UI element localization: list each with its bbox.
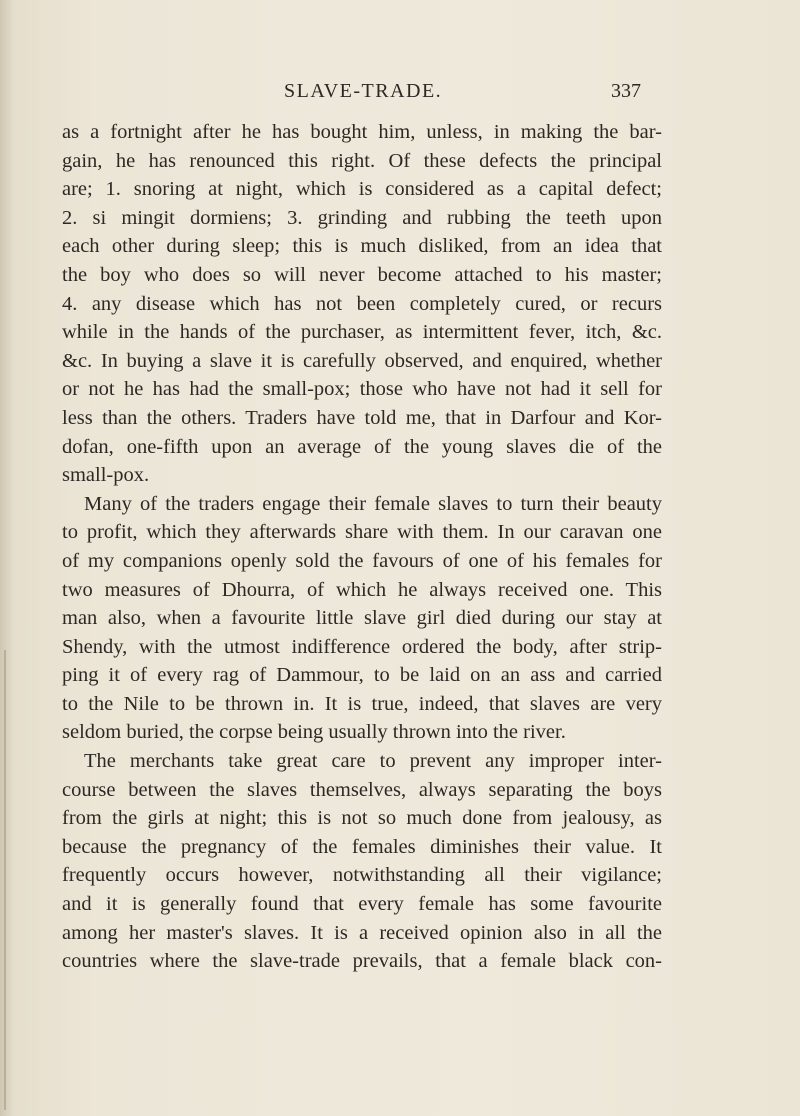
text-line: to the Nile to be thrown in. It is true, indeed, that slaves are very: [62, 692, 662, 715]
text-line: Shendy, with the utmost indifference ordered the body, after strip-: [62, 635, 662, 658]
paragraph-first-line: The merchants take great care to prevent any improper inter-: [84, 750, 662, 773]
text-line: man also, when a favourite little slave girl died during our stay at: [62, 607, 662, 630]
text-line: among her master's slaves. It is a received opinion also in all the: [62, 921, 662, 944]
page-edge-mark: [4, 650, 6, 1110]
page-number: 337: [611, 80, 641, 102]
text-line: of my companions openly sold the favours of one of his females for: [62, 549, 662, 572]
text-line: as a fortnight after he has bought him, unless, in making the bar-: [62, 121, 662, 143]
text-line: gain, he has renounced this right. Of these defects the principal: [62, 149, 662, 172]
text-line: while in the hands of the purchaser, as intermittent fever, itch, &c.: [62, 321, 662, 344]
text-line: course between the slaves themselves, always separating the boys: [62, 778, 662, 801]
text-line: because the pregnancy of the females diminishes their value. It: [62, 835, 662, 858]
body-text: [62, 118, 662, 976]
text-line: each other during sleep; this is much disliked, from an idea that: [62, 235, 662, 258]
text-line: are; 1. snoring at night, which is considered as a capital defect;: [62, 178, 662, 201]
text-line: dofan, one-fifth upon an average of the young slaves die of the: [62, 435, 662, 458]
text-line: the boy who does so will never become attached to his master;: [62, 263, 662, 286]
text-line: &c. In buying a slave it is carefully observed, and enquired, whether: [62, 349, 662, 372]
text-line: ping it of every rag of Dammour, to be laid on an ass and carried: [62, 664, 662, 687]
text-line: less than the others. Traders have told me, that in Darfour and Kor-: [62, 406, 662, 429]
page-gutter-shadow: [0, 0, 14, 1116]
running-head: SLAVE-TRADE.: [284, 80, 443, 102]
text-line: and it is generally found that every female has some favourite: [62, 893, 662, 916]
text-line: frequently occurs however, notwithstanding all their vigilance;: [62, 864, 662, 887]
text-line: small-pox.: [62, 464, 150, 487]
text-line: or not he has had the small-pox; those who have not had it sell for: [62, 378, 662, 401]
text-line: two measures of Dhourra, of which he always received one. This: [62, 578, 662, 601]
page-header: [0, 80, 800, 110]
paragraph-first-line: Many of the traders engage their female slaves to turn their beauty: [84, 492, 662, 515]
text-line: to profit, which they afterwards share with them. In our caravan one: [62, 521, 662, 544]
text-line: 2. si mingit dormiens; 3. grinding and rubbing the teeth upon: [62, 206, 662, 229]
text-line: from the girls at night; this is not so much done from jealousy, as: [62, 807, 662, 830]
text-line: countries where the slave-trade prevails, that a female black con-: [62, 950, 662, 973]
text-line: 4. any disease which has not been completely cured, or recurs: [62, 292, 662, 315]
text-line: seldom buried, the corpse being usually thrown into the river.: [62, 721, 566, 744]
